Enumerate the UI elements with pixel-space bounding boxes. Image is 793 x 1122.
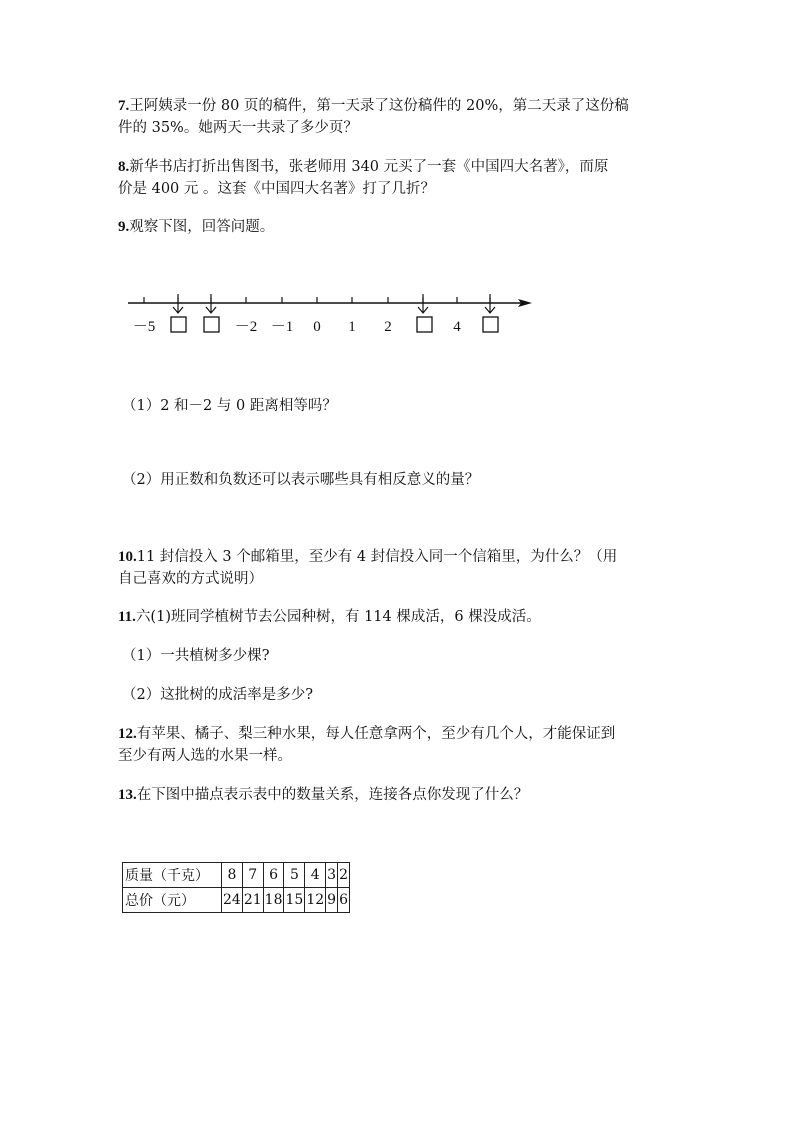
table-cell: 6 xyxy=(263,863,284,888)
table-cell: 21 xyxy=(242,888,263,913)
table-cell: 5 xyxy=(284,863,305,888)
q9-number: 9. xyxy=(118,219,130,235)
table-cell: 12 xyxy=(305,888,326,913)
answer-box[interactable] xyxy=(417,317,432,332)
q8-text1: 新华书店打折出售图书，张老师用 340 元买了一套《中国四大名著》，而原 xyxy=(129,159,609,175)
q12-number: 12. xyxy=(118,726,137,742)
q9-text1: 观察下图，回答问题。 xyxy=(129,219,275,235)
q8-line1 xyxy=(118,157,608,177)
q8-line2: 价是 400 元 。这套《中国四大名著》打了几折？ xyxy=(118,181,436,197)
table-cell: 8 xyxy=(222,863,243,888)
table-cell: 3 xyxy=(326,863,338,888)
tick-label: 1 xyxy=(348,319,356,335)
q13-line1 xyxy=(118,785,528,805)
table-cell: 15 xyxy=(284,888,305,913)
q11-sub2: （2）这批树的成活率是多少? xyxy=(122,687,313,703)
q10-line2: 自己喜欢的方式说明） xyxy=(118,571,263,587)
table-cell: 24 xyxy=(222,888,243,913)
q9-sub2: （2）用正数和负数还可以表示哪些具有相反意义的量？ xyxy=(122,472,480,488)
q9-sub1: （1）2 和－2 与 0 距离相等吗？ xyxy=(122,398,337,414)
q11-text1: 六(1)班同学植树节去公园种树，有 114 棵成活，6 棵没成活。 xyxy=(135,609,541,625)
table-row-header: 质量（千克） xyxy=(123,863,222,888)
table-cell: 9 xyxy=(326,888,338,913)
tick-label: －5 xyxy=(132,319,156,335)
tick-label: 4 xyxy=(453,319,461,335)
number-line-figure xyxy=(120,286,540,342)
table-cell: 6 xyxy=(338,888,350,913)
q7-line1 xyxy=(118,96,629,116)
q11-sub1: （1）一共植树多少棵? xyxy=(122,648,270,664)
q11-number: 11. xyxy=(118,609,136,625)
answer-box[interactable] xyxy=(483,317,498,332)
answer-box[interactable] xyxy=(204,317,219,332)
table-row xyxy=(123,863,350,888)
tick-label: 0 xyxy=(313,319,321,335)
q8-number: 8. xyxy=(118,159,130,175)
table-cell: 2 xyxy=(338,863,350,888)
q12-line2: 至少有两人选的水果一样。 xyxy=(118,748,292,764)
data-table xyxy=(122,862,350,913)
q11-line1 xyxy=(118,607,541,627)
q10-text1: 11 封信投入 3 个邮箱里，至少有 4 封信投入同一个信箱里，为什么？（用 xyxy=(136,549,618,565)
tick-label: －2 xyxy=(234,319,258,335)
q7-text1: 王阿姨录一份 80 页的稿件，第一天录了这份稿件的 20%，第二天录了这份稿 xyxy=(129,98,629,114)
table-cell: 4 xyxy=(305,863,326,888)
q10-line1 xyxy=(118,547,617,567)
q13-number: 13. xyxy=(118,787,137,803)
q7-line2: 件的 35%。她两天一共录了多少页？ xyxy=(118,120,358,136)
tick-label: 2 xyxy=(384,319,392,335)
table-row-header: 总价（元） xyxy=(123,888,222,913)
table-cell: 18 xyxy=(263,888,284,913)
q9-line1 xyxy=(118,217,274,237)
q13-text1: 在下图中描点表示表中的数量关系，连接各点你发现了什么？ xyxy=(136,787,529,803)
q10-number: 10. xyxy=(118,549,137,565)
answer-box[interactable] xyxy=(171,317,186,332)
q12-text1: 有苹果、橘子、梨三种水果，每人任意拿两个，至少有几个人，才能保证到 xyxy=(136,726,616,742)
q7-number: 7. xyxy=(118,98,130,114)
table-cell: 7 xyxy=(242,863,263,888)
q12-line1 xyxy=(118,724,615,744)
table-row xyxy=(123,888,350,913)
tick-label: －1 xyxy=(270,319,294,335)
